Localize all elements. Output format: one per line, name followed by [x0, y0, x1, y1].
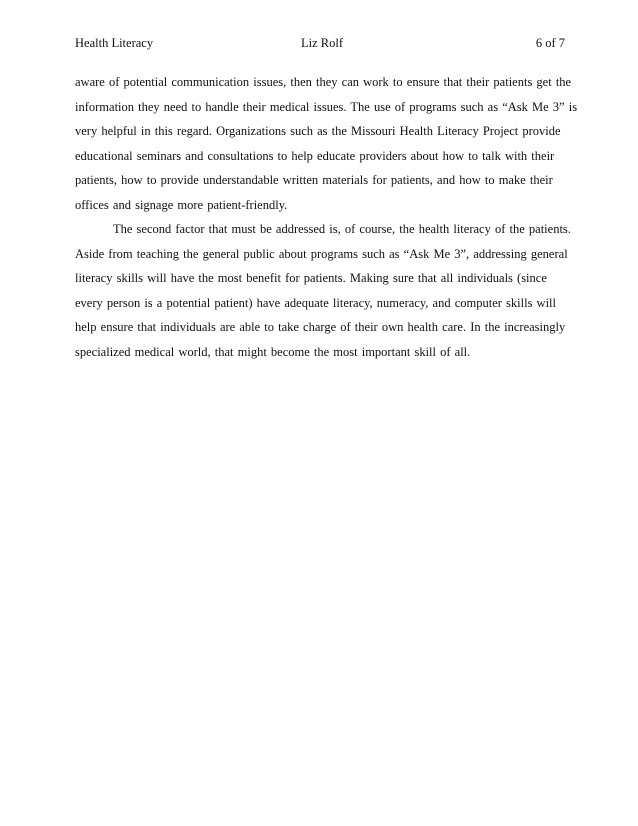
text-line: very helpful in this regard. Organizations such as the Missouri Health Literacy Project provide: [75, 124, 561, 138]
text-line: offices and signage more patient-friendly.: [75, 197, 288, 212]
page-header: [75, 36, 565, 54]
body-text: [75, 70, 578, 364]
text-line: educational seminars and consultations to help educate providers about how to talk with their: [75, 148, 555, 163]
text-line: aware of potential communication issues, then they can work to ensure that their patients get the: [75, 75, 572, 89]
text-line: information they need to handle their medical issues. The use of programs such as “Ask Me 3” is: [75, 99, 578, 114]
text-line: patients, how to provide understandable written materials for patients, and how to make their: [75, 173, 553, 187]
text-line: every person is a potential patient) have adequate literacy, numeracy, and computer skills will: [75, 295, 556, 310]
paragraph-start-line: The second factor that must be addressed is, of course, the health literacy of the patients.: [113, 222, 571, 236]
text-line: help ensure that individuals are able to take charge of their own health care. In the increasingly: [75, 320, 566, 334]
header-title: Health Literacy: [75, 36, 154, 50]
text-line: Aside from teaching the general public about programs such as “Ask Me 3”, addressing general: [75, 246, 568, 261]
text-line: specialized medical world, that might become the most important skill of all.: [75, 344, 471, 359]
text-line: literacy skills will have the most benefit for patients. Making sure that all individuals (since: [75, 271, 547, 285]
header-page-number: 6 of 7: [535, 36, 565, 50]
header-author: Liz Rolf: [301, 36, 344, 50]
